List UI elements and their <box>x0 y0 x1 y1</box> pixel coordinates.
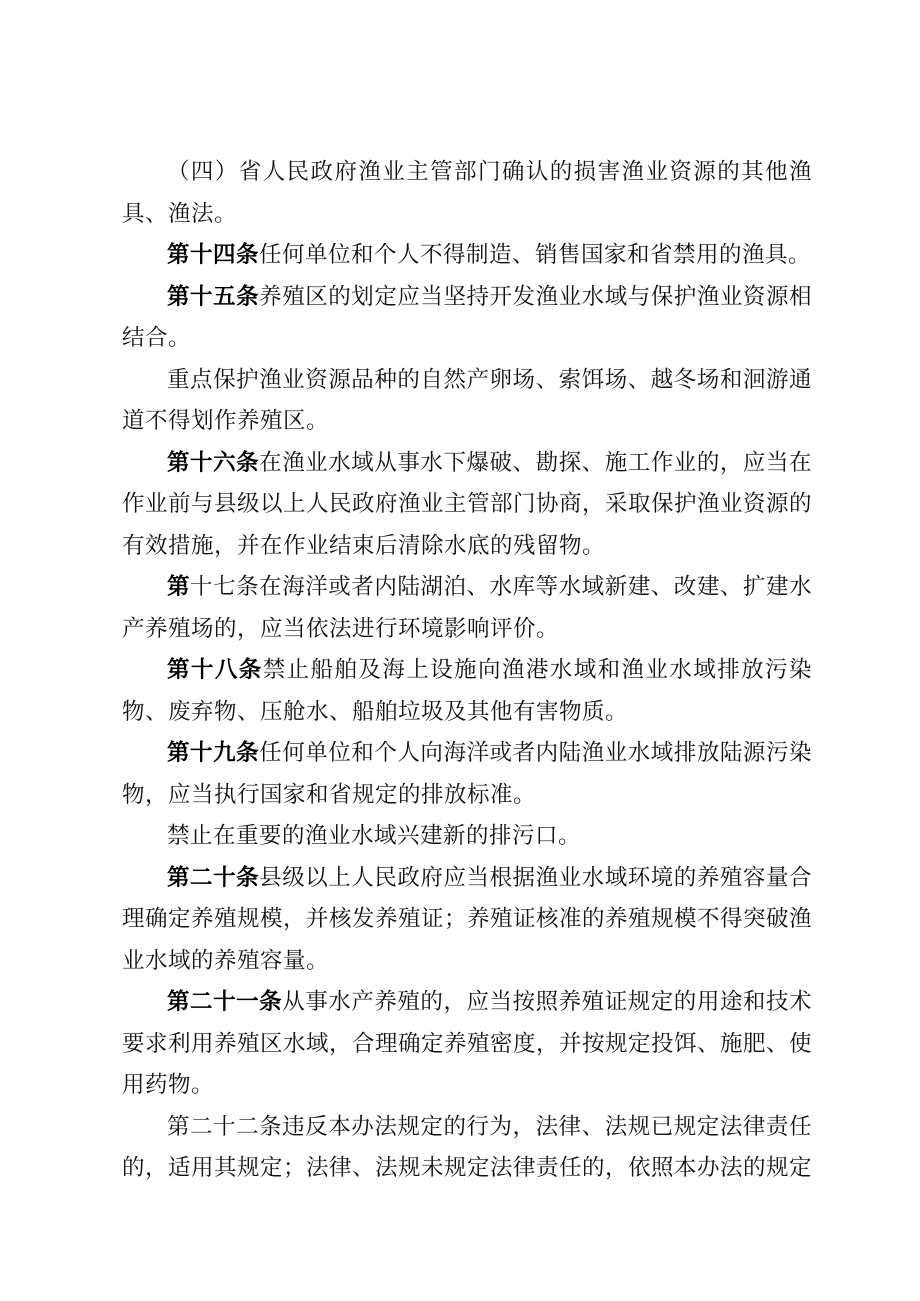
article-19-paragraph-2 <box>122 816 812 858</box>
article-number: 第十五条 <box>167 283 260 310</box>
article-21 <box>122 982 812 1107</box>
article-22 <box>122 1107 812 1190</box>
article-17 <box>122 567 812 650</box>
article-15-paragraph-2 <box>122 360 812 443</box>
article-16 <box>122 443 812 568</box>
paragraph-text: 重点保护渔业资源品种的自然产卵场、索饵场、越冬场和洄游通道不得划作养殖区。 <box>122 366 812 434</box>
article-19 <box>122 733 812 816</box>
paragraph-text: 任何单位和个人不得制造、销售国家和省禁用的渔具。 <box>259 242 812 268</box>
article-number: 第十四条 <box>167 242 260 268</box>
paragraph-text: 十七条在海洋或者内陆湖泊、水库等水域新建、改建、扩建水产养殖场的，应当依法进行环境影响评价。 <box>122 574 812 642</box>
article-number: 第二十条 <box>167 864 260 891</box>
article-number: 第二十一条 <box>167 989 283 1015</box>
document-body <box>122 152 812 1190</box>
article-number: 第十九条 <box>167 740 260 766</box>
paragraph-item-4 <box>122 152 812 235</box>
paragraph-text: （四）省人民政府渔业主管部门确认的损害渔业资源的其他渔具、渔法。 <box>122 159 812 227</box>
paragraph-text: 任何单位和个人向海洋或者内陆渔业水域排放陆源污染物，应当执行国家和省规定的排放标准。 <box>122 740 812 808</box>
paragraph-text: 禁止在重要的渔业水域兴建新的排污口。 <box>167 823 582 849</box>
article-number: 第十八条 <box>167 657 263 683</box>
paragraph-text: 从事水产养殖的，应当按照养殖证规定的用途和技术要求利用养殖区水域，合理确定养殖密度，并按规定投饵、施肥、使用药物。 <box>122 989 813 1098</box>
article-20 <box>122 858 812 983</box>
paragraph-text: 禁止船舶及海上设施向渔港水域和渔业水域排放污染物、废弃物、压舱水、船舶垃圾及其他有害物质。 <box>122 657 812 725</box>
article-number: 第十六条 <box>167 449 260 476</box>
article-14 <box>122 235 812 277</box>
paragraph-text: 养殖区的划定应当坚持开发渔业水域与保护渔业资源相结合。 <box>122 283 812 351</box>
paragraph-text: 县级以上人民政府应当根据渔业水域环境的养殖容量合理确定养殖规模，并核发养殖证；养殖证核准的养殖规模不得突破渔业水域的养殖容量。 <box>122 864 813 974</box>
paragraph-text: 在渔业水域从事水下爆破、勘探、施工作业的，应当在作业前与县级以上人民政府渔业主管部门协商，采取保护渔业资源的有效措施，并在作业结束后清除水底的残留物。 <box>122 449 813 559</box>
article-18 <box>122 650 812 733</box>
article-number: 第 <box>167 574 191 600</box>
paragraph-text: 第二十二条违反本办法规定的行为，法律、法规已规定法律责任的，适用其规定；法律、法规未规定法律责任的，依照本办法的规定 <box>122 1113 813 1181</box>
article-15 <box>122 277 812 360</box>
